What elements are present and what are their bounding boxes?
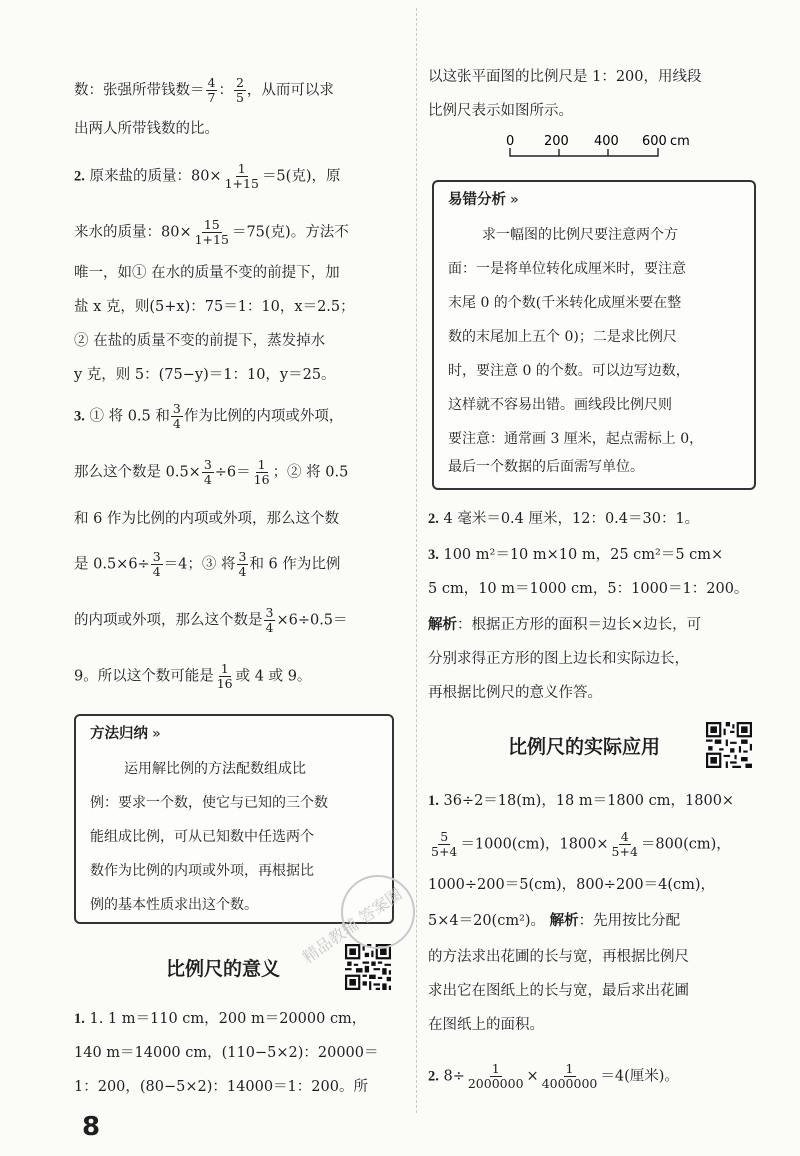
text-line: 数：张强所带钱数＝ $\frac{4}{7}$ ： $\frac{2}{5}$ ，从而可以求: [74, 75, 334, 105]
text-line: 和 6 作为比例的内项或外项，那么这个数: [74, 511, 339, 527]
text-line: 比例尺表示如图所示。: [428, 103, 573, 119]
fraction: $\frac{5}{5+4}$: [431, 829, 458, 859]
box-line: 时，要注意 0 的个数。可以边写边数，: [448, 363, 690, 379]
fraction: $\frac{15}{1+15}$: [194, 217, 229, 247]
analysis-label: 解析: [549, 913, 579, 929]
text-line: 再根据比例尺的意义作答。: [428, 685, 602, 701]
page-number: 8: [82, 1112, 101, 1142]
item-number: 2.: [74, 168, 85, 185]
qr-code-icon[interactable]: [706, 722, 752, 768]
text-line: 5 cm，10 m＝1000 cm，5：1000＝1：200。: [428, 581, 749, 597]
text-line: 的内项或外项，那么这个数是 $\frac{3}{4}$ ×6÷0.5＝: [74, 605, 348, 635]
text-line: 是 0.5×6÷ $\frac{3}{4}$ ＝4；③ 将 $\frac{3}{4}$ 和 6 作为比例: [74, 549, 341, 579]
box-line: 这样就不容易出错。画线段比例尺则: [448, 397, 672, 413]
text-line: 以这张平面图的比例尺是 1：200，用线段: [428, 69, 702, 85]
svg-text:精品教辅 答案圈: 精品教辅 答案圈: [298, 884, 406, 967]
double-chevron-icon: »: [510, 192, 519, 208]
text-line: 3. ① 将 0.5 和 $\frac{3}{4}$ 作为比例的内项或外项，: [74, 401, 344, 431]
text-line: 求出它在图纸上的长与宽，最后求出花圃: [428, 983, 689, 999]
item-number: 2.: [428, 511, 439, 527]
text-line: 出两人所带钱数的比。: [74, 121, 219, 137]
item-number: 2.: [428, 1068, 439, 1085]
fraction: $\frac{3}{4}$: [152, 549, 161, 579]
text-line: 5×4＝20(cm²)。 解析：先用按比分配: [428, 913, 681, 929]
scale-bar: [510, 148, 658, 156]
box-title: 方法归纳 »: [90, 726, 161, 742]
box-line: 面：一是将单位转化成厘米时，要注意: [448, 261, 686, 277]
box-line: 最后一个数据的后面需写单位。: [448, 459, 644, 475]
text-line: 的方法求出花圃的长与宽，再根据比例尺: [428, 949, 689, 965]
item-number: 1.: [428, 793, 439, 809]
text-line: 解析：根据正方形的面积＝边长×边长，可: [428, 617, 702, 633]
box-line: 求一幅图的比例尺要注意两个方: [482, 227, 678, 243]
item-number: 3.: [74, 408, 85, 425]
box-line: 末尾 0 的个数(千米转化成厘米要在整: [448, 295, 682, 311]
scale-label: 400: [594, 134, 619, 149]
box-title: 易错分析 »: [448, 192, 519, 208]
text-line: 2. 原来盐的质量：80× $\frac{1}{1+15}$ ＝5(克)，原: [74, 161, 341, 191]
fraction: $\frac{1}{4000000}$: [541, 1061, 598, 1091]
text-line: 1000÷200＝5(cm)，800÷200＝4(cm)，: [428, 877, 716, 893]
line-segment-scale: [506, 134, 696, 160]
fraction: $\frac{1}{2000000}$: [467, 1061, 524, 1091]
fraction: $\frac{4}{5+4}$: [611, 829, 638, 859]
text-line: 那么这个数是 0.5× $\frac{3}{4}$ ÷6＝ $\frac{1}{16}$ ；② 将 0.5: [74, 457, 349, 487]
item-number: 1.: [74, 1011, 85, 1027]
scale-label: 200: [544, 134, 569, 149]
box-line: 能组成比例，可从已知数中任选两个: [90, 829, 314, 845]
section-heading: 比例尺的实际应用: [508, 736, 661, 758]
fraction: $\frac{3}{4}$: [203, 457, 212, 487]
box-line: 数的末尾加上五个 0)；二是求比例尺: [448, 329, 677, 345]
text-line: 盐 x 克，则(5+x)：75＝1：10，x＝2.5；: [74, 299, 355, 315]
fraction: $\frac{1}{1+15}$: [224, 161, 259, 191]
text-line: 140 m＝14000 cm，(110−5×2)：20000＝: [74, 1045, 379, 1061]
text-line: 1：200，(80−5×2)：14000＝1：200。所: [74, 1079, 368, 1095]
fraction: $\frac{3}{4}$: [265, 605, 274, 635]
box-line: 数作为比例的内项或外项，再根据比: [90, 863, 314, 879]
text-line: 1. 36÷2＝18(m)，18 m＝1800 cm，1800×: [428, 793, 735, 809]
section-heading: 比例尺的意义: [166, 958, 281, 980]
text-line: 9。所以这个数可能是 $\frac{1}{16}$ 或 4 或 9。: [74, 661, 312, 691]
text-line: 分别求得正方形的图上边长和实际边长，: [428, 651, 689, 667]
text-line: 唯一，如① 在水的质量不变的前提下，加: [74, 265, 340, 281]
text-line: 在图纸上的面积。: [428, 1017, 544, 1033]
double-chevron-icon: »: [152, 726, 161, 742]
text-line: $\frac{5}{5+4}$ ＝1000(cm)，1800× $\frac{4}{5+4}$ ＝800(cm)，: [431, 829, 731, 859]
fraction: $\frac{4}{7}$: [207, 75, 216, 105]
watermark-stamp: [268, 862, 428, 972]
box-line: 要注意：通常画 3 厘米，起点需标上 0，: [448, 431, 704, 447]
scale-label: 600: [642, 134, 667, 149]
box-line: 例的基本性质求出这个数。: [90, 897, 258, 913]
analysis-label: 解析: [428, 617, 457, 633]
text-line: 1. 1. 1 m＝110 cm，200 m＝20000 cm，: [74, 1011, 367, 1027]
box-line: 例：要求一个数，使它与已知的三个数: [90, 795, 328, 811]
fraction: $\frac{3}{4}$: [172, 401, 181, 431]
box-line: 运用解比例的方法配数组成比: [124, 761, 306, 777]
scale-unit: cm: [670, 134, 690, 149]
text-line: ② 在盐的质量不变的前提下，蒸发掉水: [74, 333, 326, 349]
fraction: $\frac{1}{16}$: [253, 457, 270, 487]
text-line: 3. 100 m²＝10 m×10 m，25 cm²＝5 cm×: [428, 547, 724, 563]
text-line: 2. 8÷ $\frac{1}{2000000}$ × $\frac{1}{4000000}$ ＝4(厘米)。: [428, 1061, 679, 1091]
error-analysis-box: [432, 180, 756, 490]
item-number: 3.: [428, 547, 439, 563]
fraction: $\frac{3}{4}$: [238, 549, 247, 579]
fraction: $\frac{2}{5}$: [235, 75, 244, 105]
text-line: y 克，则 5：(75−y)＝1：10，y＝25。: [74, 367, 336, 383]
scale-label: 0: [506, 134, 515, 149]
fraction: $\frac{1}{16}$: [216, 661, 233, 691]
text-line: 来水的质量：80× $\frac{15}{1+15}$ ＝75(克)。方法不: [74, 217, 349, 247]
text-line: 2. 4 毫米＝0.4 厘米，12：0.4＝30：1。: [428, 511, 700, 527]
